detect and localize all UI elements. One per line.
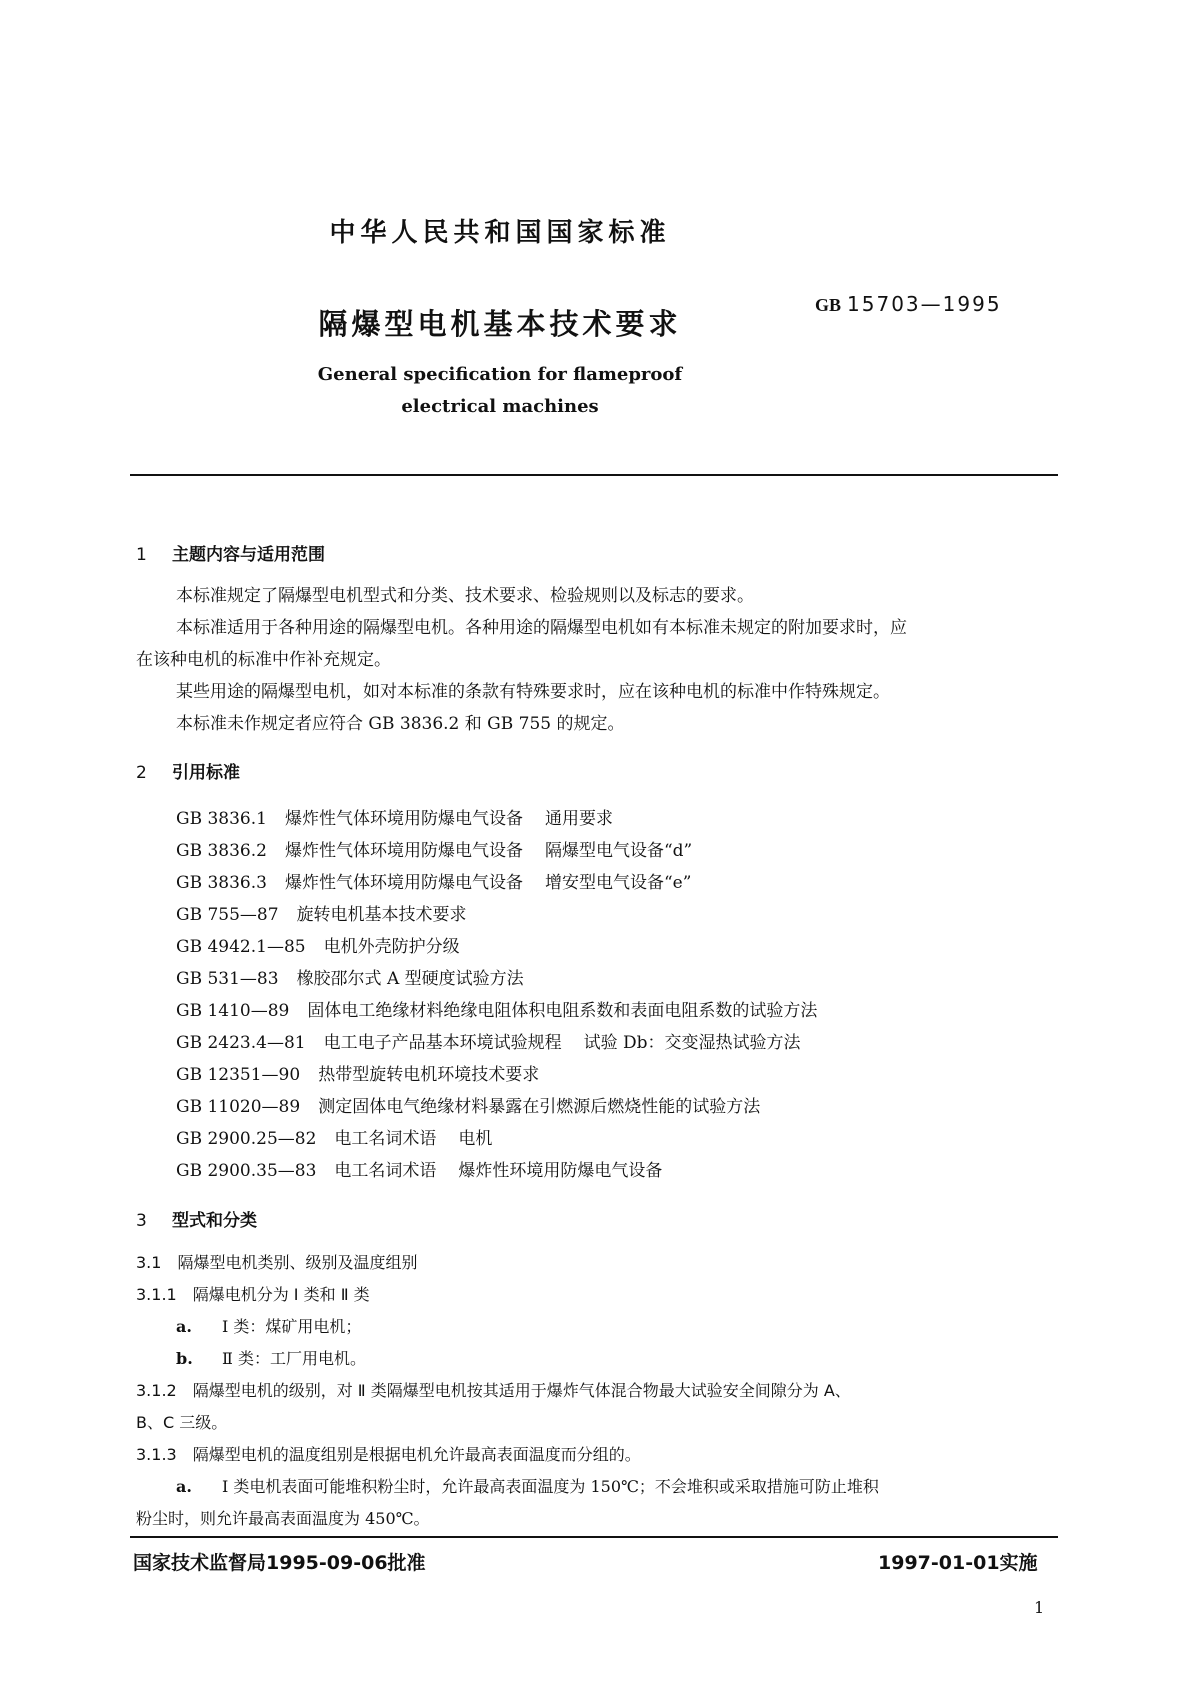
subsection-3-1: 3.1 隔爆型电机类别、级别及温度组别: [136, 1253, 418, 1272]
reference-item: GB 4942.1—85 电机外壳防护分级: [176, 937, 460, 957]
standard-number: [815, 292, 1002, 316]
reference-item: GB 11020—89 测定固体电气绝缘材料暴露在引燃源后燃烧性能的试验方法: [176, 1097, 761, 1117]
reference-item: GB 2900.35—83 电工名词术语 爆炸性环境用防爆电气设备: [176, 1161, 663, 1181]
reference-item: GB 3836.3 爆炸性气体环境用防爆电气设备 增安型电气设备“e”: [176, 873, 692, 893]
paragraph-continuation: 在该种电机的标准中作补充规定。: [136, 650, 391, 670]
section-2-heading: [136, 758, 240, 783]
reference-item: GB 531—83 橡胶邵尔式 A 型硬度试验方法: [176, 969, 524, 989]
paragraph: 本标准适用于各种用途的隔爆型电机。各种用途的隔爆型电机如有本标准未规定的附加要求时，应: [176, 618, 907, 638]
subsection-3-1-2: 3.1.2 隔爆型电机的级别，对 Ⅱ 类隔爆型电机按其适用于爆炸气体混合物最大试验安全间隙分为 A、: [136, 1381, 851, 1400]
reference-item: GB 3836.1 爆炸性气体环境用防爆电气设备 通用要求: [176, 809, 613, 829]
paragraph-continuation: B、C 三级。: [136, 1413, 228, 1432]
section-title: 型式和分类: [172, 1211, 257, 1231]
list-item: b. Ⅱ 类：工厂用电机。: [176, 1349, 366, 1368]
section-1-heading: [136, 540, 325, 565]
approval-date: 国家技术监督局1995-09-06批准: [133, 1552, 426, 1574]
paragraph: 本标准未作规定者应符合 GB 3836.2 和 GB 755 的规定。: [176, 714, 625, 734]
country-standard-heading: 中华人民共和国国家标准: [329, 218, 671, 248]
reference-item: GB 755—87 旋转电机基本技术要求: [176, 905, 467, 925]
header-divider: [130, 474, 1058, 476]
standard-prefix: GB: [815, 295, 842, 315]
reference-item: GB 1410—89 固体电工绝缘材料绝缘电阻体积电阻系数和表面电阻系数的试验方法: [176, 1001, 818, 1021]
paragraph: 某些用途的隔爆型电机，如对本标准的条款有特殊要求时，应在该种电机的标准中作特殊规定。: [176, 682, 890, 702]
footer-divider: [130, 1536, 1058, 1538]
reference-item: GB 12351—90 热带型旋转电机环境技术要求: [176, 1065, 540, 1085]
section-number: 2: [136, 763, 147, 783]
paragraph: 本标准规定了隔爆型电机型式和分类、技术要求、检验规则以及标志的要求。: [176, 586, 754, 606]
page-number: 1: [1034, 1598, 1045, 1617]
reference-item: GB 2900.25—82 电工名词术语 电机: [176, 1129, 493, 1149]
section-number: 3: [136, 1211, 147, 1231]
section-number: 1: [136, 545, 147, 565]
subsection-3-1-1: 3.1.1 隔爆电机分为 I 类和 Ⅱ 类: [136, 1285, 370, 1304]
section-title: 主题内容与适用范围: [172, 545, 325, 565]
paragraph-continuation: 粉尘时，则允许最高表面温度为 450℃。: [136, 1509, 430, 1528]
list-item: a. I 类：煤矿用电机；: [176, 1317, 362, 1336]
subsection-3-1-3: 3.1.3 隔爆型电机的温度组别是根据电机允许最高表面温度而分组的。: [136, 1445, 641, 1464]
standard-code: 15703—1995: [847, 292, 1002, 316]
section-title: 引用标准: [172, 763, 240, 783]
list-item: a. I 类电机表面可能堆积粉尘时，允许最高表面温度为 150℃；不会堆积或采取措施可防止堆积: [176, 1477, 879, 1496]
english-title-line-1: General specification for flameproof: [317, 364, 683, 385]
effective-date: 1997-01-01实施: [878, 1552, 1038, 1574]
section-3-heading: [136, 1206, 257, 1231]
reference-item: GB 2423.4—81 电工电子产品基本环境试验规程 试验 Db：交变湿热试验方法: [176, 1033, 801, 1053]
reference-item: GB 3836.2 爆炸性气体环境用防爆电气设备 隔爆型电气设备“d”: [176, 841, 693, 861]
document-title: 隔爆型电机基本技术要求: [318, 307, 682, 341]
english-title-line-2: electrical machines: [401, 396, 599, 417]
